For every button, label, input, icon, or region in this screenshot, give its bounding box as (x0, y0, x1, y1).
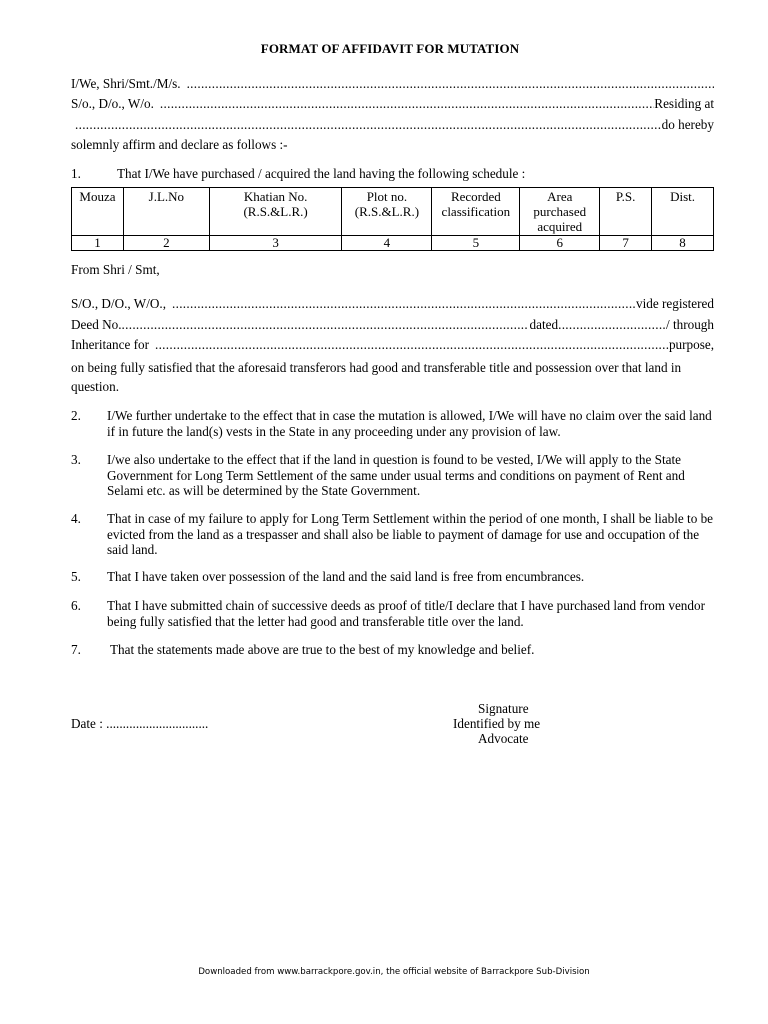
relation-label: S/o., D/o., W/o. (71, 96, 154, 111)
column-number: 8 (652, 236, 714, 251)
column-number: 4 (342, 236, 432, 251)
item-number: 2. (71, 408, 81, 423)
name-label: I/We, Shri/Smt./M/s. (71, 76, 181, 91)
deed-number-blank (122, 317, 527, 333)
document-title: FORMAT OF AFFIDAVIT FOR MUTATION (260, 41, 520, 56)
address-blank (71, 117, 662, 133)
vide-registered-label: vide registered (636, 296, 714, 311)
item-text: That I have submitted chain of successive deeds as proof of title/I declare that I have purchased land from vendor being fully satisfied that the letter had good and transferable title over the land. (107, 598, 705, 629)
deed-line (71, 317, 714, 333)
intro-line-name (71, 76, 714, 92)
signature-label: Signature (478, 701, 529, 716)
item-number: 5. (71, 569, 81, 584)
item-text: That I have taken over possession of the land and the said land is free from encumbrances. (107, 569, 585, 584)
column-number: 2 (123, 236, 209, 251)
residing-label: Residing at (654, 96, 714, 111)
item-text: I/we also undertake to the effect that if the land in question is found to be vested, I/We will apply to the State Government for Long Term Settlement of the same under usual terms and conditions on payment of Rent and Selami etc. as will be determined by the State Government. (107, 452, 685, 498)
item-number: 7. (71, 642, 81, 657)
table-header-row (72, 188, 714, 236)
from-label: From Shri / Smt, (71, 262, 160, 277)
item-number: 4. (71, 511, 81, 526)
dated-label: dated (529, 317, 559, 332)
footer-note: Downloaded from www.barrackpore.gov.in, the official website of Barrackpore Sub-Division (198, 967, 590, 977)
transferor-relation-label: S/O., D/O., W/O., (71, 296, 167, 311)
identified-label: Identified by me (453, 716, 541, 731)
item-number: 3. (71, 452, 81, 467)
inheritance-label: Inheritance for (71, 337, 149, 352)
column-header: Dist. (652, 188, 714, 236)
inheritance-blank (151, 337, 669, 353)
transferor-relation-blank (168, 296, 636, 312)
column-header: Recorded classification (432, 188, 520, 236)
affirm-line: solemnly affirm and declare as follows :- (71, 137, 288, 152)
item-text: That the statements made above are true to the best of my knowledge and belief. (110, 642, 535, 657)
name-blank (183, 76, 714, 92)
table-number-row (72, 236, 714, 251)
column-number: 5 (432, 236, 520, 251)
column-header: Plot no. (R.S.&L.R.) (342, 188, 432, 236)
column-header: Area purchased acquired (520, 188, 600, 236)
item-number: 6. (71, 598, 81, 613)
do-hereby-label: do hereby (661, 117, 714, 132)
column-header: Mouza (72, 188, 124, 236)
advocate-label: Advocate (478, 731, 529, 746)
intro-line-relation (71, 96, 714, 112)
through-label: / through (666, 317, 714, 332)
inheritance-line (71, 337, 714, 353)
date-field: Date : ............................... (71, 716, 209, 731)
purpose-label: purpose, (668, 337, 714, 352)
column-header: J.L.No (123, 188, 209, 236)
transferor-relation-line (71, 296, 714, 312)
column-number: 3 (209, 236, 342, 251)
column-number: 7 (600, 236, 652, 251)
item-text: That I/We have purchased / acquired the land having the following schedule : (117, 166, 526, 181)
deed-date-blank (558, 317, 666, 333)
item-number: 1. (71, 166, 81, 181)
intro-line-address (71, 117, 714, 133)
column-number: 6 (520, 236, 600, 251)
item-text: I/We further undertake to the effect that in case the mutation is allowed, I/We will have no claim over the said land if in future the land(s) vests in the State in any proceeding under any provision of law. (107, 408, 712, 439)
relation-blank (156, 96, 654, 112)
column-number: 1 (72, 236, 124, 251)
column-header: P.S. (600, 188, 652, 236)
land-schedule-table (71, 187, 714, 251)
satisfied-paragraph: on being fully satisfied that the aforesaid transferors had good and transferable title and possession over that land in question. (71, 360, 682, 394)
deed-label: Deed No. (71, 317, 122, 332)
item-text: That in case of my failure to apply for Long Term Settlement within the period of one month, I shall be liable to be evicted from the land as a trespasser and shall also be liable to payment of damage for use and occupation of the said land. (107, 511, 714, 557)
column-header: Khatian No. (R.S.&L.R.) (209, 188, 342, 236)
